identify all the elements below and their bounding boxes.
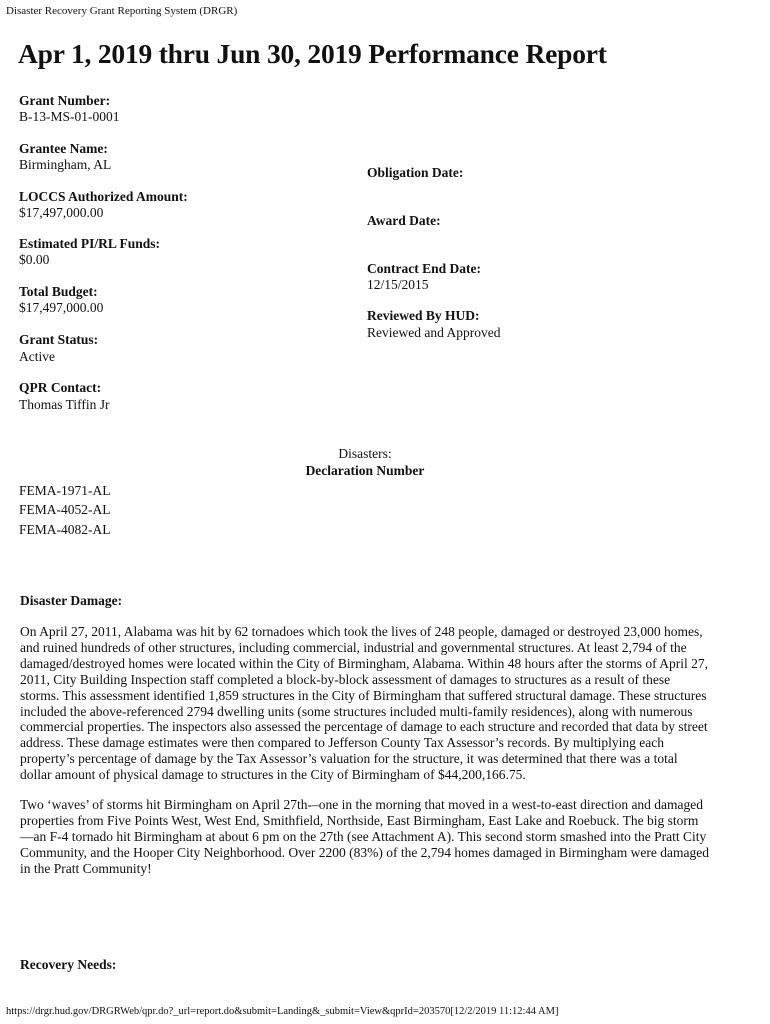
paragraph-text: On April 27, 2011, Alabama was hit by 62 tornadoes which took the lives of 248 people, damaged or destroyed 23,000 homes, and ruined hundreds of other structures, including commercial, industrial and governmental structures. At least 2,794 of the damaged/destroyed homes were located within the City of Birmingham, Alabama. Within 48 hours after the storms of April 27, 2011, City Building Inspection staff completed a block-by-block assessment of damages to structures as a result of these storms. This assessment identified 1,859 structures in the City of Birmingham that suffered structural damage. These structures included the above-referenced 2794 dwelling units (some structures included multi-family residences), along with numerous commercial properties. The inspectors also assessed the percentage of damage to each structure and recorded that data by street address. These damage estimates were then compared to Jefferson County Tax Assessor’s records. By multiplying each property’s percentage of damage by the Tax Assessor’s valuation for the structure, it was determined that there was a total dollar amount of physical damage to structures in the City of Birmingham of $44,200,166.75. bbox=[20, 624, 708, 783]
declaration-number-header: Declaration Number bbox=[305, 463, 425, 478]
pirl-funds-label: Estimated PI/RL Funds: bbox=[19, 236, 161, 251]
page-title: Apr 1, 2019 thru Jun 30, 2019 Performance Report bbox=[18, 38, 607, 69]
browser-print-footer-url: https://drgr.hud.gov/DRGRWeb/qpr.do?_url=report.do&submit=Landing&_submit=View&qprId=203570[12/2/2019 11:12:44 AM] bbox=[6, 1006, 559, 1017]
browser-print-header: Disaster Recovery Grant Reporting System (DRGR) bbox=[6, 5, 238, 17]
pirl-funds-value: $0.00 bbox=[19, 252, 50, 267]
grantee-name-label: Grantee Name: bbox=[19, 141, 108, 156]
reviewed-by-hud-value: Reviewed and Approved bbox=[367, 325, 501, 340]
disasters-heading: Disasters: bbox=[338, 446, 392, 461]
obligation-date-label: Obligation Date: bbox=[367, 165, 464, 180]
total-budget-value: $17,497,000.00 bbox=[19, 300, 104, 315]
disaster-damage-paragraph-2 bbox=[20, 797, 710, 877]
qpr-contact-value: Thomas Tiffin Jr bbox=[19, 397, 110, 412]
total-budget-label: Total Budget: bbox=[19, 284, 98, 299]
grant-number-label: Grant Number: bbox=[19, 93, 111, 108]
recovery-needs-heading: Recovery Needs: bbox=[20, 957, 117, 972]
grant-number-value: B-13-MS-01-0001 bbox=[19, 109, 120, 124]
loccs-amount-label: LOCCS Authorized Amount: bbox=[19, 189, 188, 204]
grant-status-label: Grant Status: bbox=[19, 332, 99, 347]
reviewed-by-hud-label: Reviewed By HUD: bbox=[367, 308, 480, 323]
paragraph-text: Two ‘waves’ of storms hit Birmingham on April 27th-–one in the morning that moved in a west-to-east direction and damaged properties from Five Points West, West End, Smithfield, Northside, East Birmingham, East Lake and Roebuck. The big storm—an F-4 tornado hit Birmingham at about 6 pm on the 27th (see Attachment A). This second storm smashed into the Pratt City Community, and the Hooper City Neighborhood. Over 2200 (83%) of the 2,794 homes damaged in Birmingham were damaged in the Pratt Community! bbox=[20, 797, 709, 876]
grant-status-value: Active bbox=[19, 349, 55, 364]
disaster-damage-heading: Disaster Damage: bbox=[20, 593, 123, 608]
disaster-damage-paragraph-1 bbox=[20, 624, 710, 783]
loccs-amount-value: $17,497,000.00 bbox=[19, 205, 104, 220]
contract-end-date-value: 12/15/2015 bbox=[367, 277, 429, 292]
qpr-contact-label: QPR Contact: bbox=[19, 380, 102, 395]
contract-end-date-label: Contract End Date: bbox=[367, 261, 481, 276]
award-date-label: Award Date: bbox=[367, 213, 441, 228]
declaration-item: FEMA-4082-AL bbox=[19, 522, 111, 537]
declaration-item: FEMA-4052-AL bbox=[19, 502, 111, 517]
declaration-item: FEMA-1971-AL bbox=[19, 483, 111, 498]
grantee-name-value: Birmingham, AL bbox=[19, 157, 112, 172]
